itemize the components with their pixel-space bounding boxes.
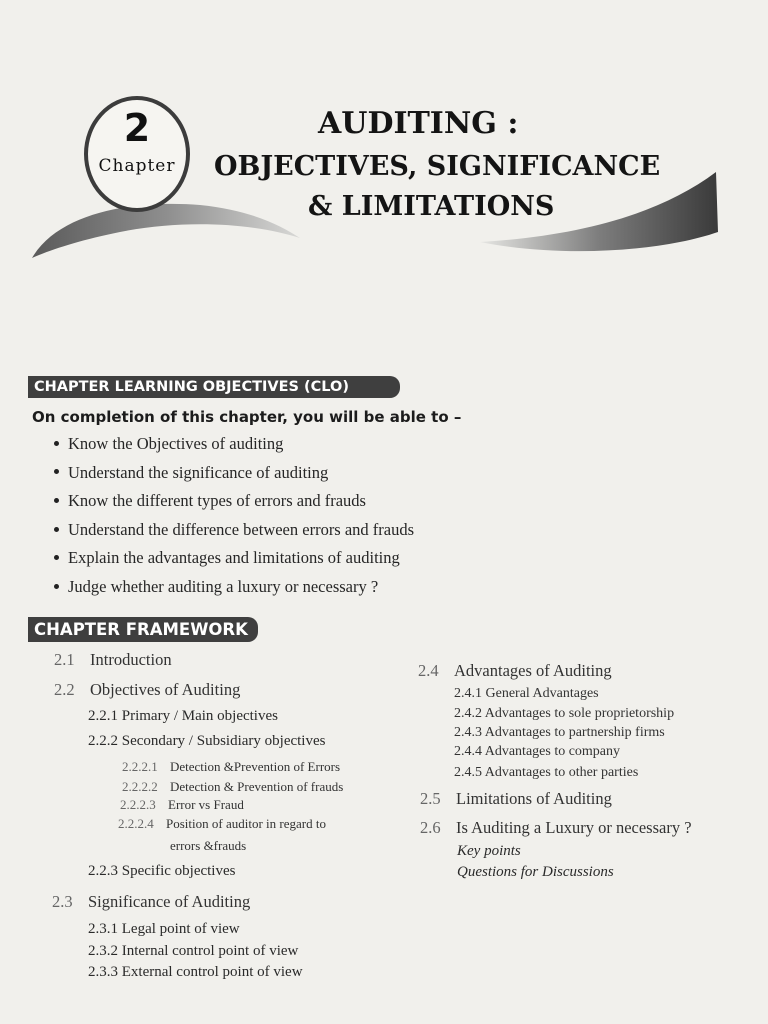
framework-item-2-4-4: 2.4.4 Advantages to company xyxy=(454,744,621,759)
list-item: Judge whether auditing a luxury or necessary ? xyxy=(54,577,414,606)
framework-heading: CHAPTER FRAMEWORK xyxy=(28,617,258,642)
framework-item-2-2-2-4-cont: errors &frauds xyxy=(170,838,247,853)
framework-item-2-3-3: 2.3.3 External control point of view xyxy=(88,964,303,980)
bullet-icon xyxy=(54,498,59,503)
framework-item-2-2: 2.2 Objectives of Auditing xyxy=(54,680,241,699)
framework-item-2-4-2: 2.4.2 Advantages to sole proprietorship xyxy=(454,706,675,721)
chapter-title-line-1: AUDITING : xyxy=(318,106,519,141)
clo-intro: On completion of this chapter, you will be able to – xyxy=(32,408,462,426)
bullet-icon xyxy=(54,584,59,589)
chapter-title-line-3: & LIMITATIONS xyxy=(308,191,555,222)
bullet-icon xyxy=(54,555,59,560)
framework-item-2-3-2: 2.3.2 Internal control point of view xyxy=(88,943,299,959)
framework-item-2-2-2: 2.2.2 Secondary / Subsidiary objectives xyxy=(88,733,326,749)
framework-item-2-5: 2.5 Limitations of Auditing xyxy=(420,789,612,808)
questions-for-discussions: Questions for Discussions xyxy=(457,864,614,880)
key-points: Key points xyxy=(457,843,521,859)
framework-item-2-2-3: 2.2.3 Specific objectives xyxy=(88,863,236,879)
framework-item-2-4-5: 2.4.5 Advantages to other parties xyxy=(454,765,639,780)
framework-item-2-6: 2.6 Is Auditing a Luxury or necessary ? xyxy=(420,818,692,837)
list-item: Understand the difference between errors and frauds xyxy=(54,520,414,549)
list-item: Explain the advantages and limitations of auditing xyxy=(54,548,414,577)
framework-item-2-2-2-3: 2.2.2.3 Error vs Fraud xyxy=(120,797,244,812)
list-item: Know the different types of errors and frauds xyxy=(54,491,414,520)
framework-item-2-2-1: 2.2.1 Primary / Main objectives xyxy=(88,708,278,724)
framework-item-2-2-2-4: 2.2.2.4 Position of auditor in regard to xyxy=(118,816,326,831)
bullet-icon xyxy=(54,469,59,474)
list-item: Understand the significance of auditing xyxy=(54,463,414,492)
framework-item-2-2-2-2: 2.2.2.2 Detection & Prevention of frauds xyxy=(122,779,344,794)
bullet-icon xyxy=(54,527,59,532)
list-item: Know the Objectives of auditing xyxy=(54,434,414,463)
framework-item-2-4-3: 2.4.3 Advantages to partnership firms xyxy=(454,725,665,740)
clo-heading: CHAPTER LEARNING OBJECTIVES (CLO) xyxy=(28,376,400,398)
framework-item-2-4-1: 2.4.1 General Advantages xyxy=(454,686,599,701)
banner-left-swoosh xyxy=(32,204,300,258)
framework-item-2-2-2-1: 2.2.2.1 Detection &Prevention of Errors xyxy=(122,759,341,774)
framework-item-2-3-1: 2.3.1 Legal point of view xyxy=(88,921,240,937)
framework-item-2-3: 2.3 Significance of Auditing xyxy=(52,892,251,911)
chapter-number: 2 xyxy=(123,106,151,150)
framework-item-2-1: 2.1 Introduction xyxy=(54,650,172,669)
chapter-title-line-2: OBJECTIVES, SIGNIFICANCE xyxy=(214,151,661,182)
framework-item-2-4: 2.4 Advantages of Auditing xyxy=(418,661,612,680)
clo-list xyxy=(54,434,414,606)
chapter-label: Chapter xyxy=(98,156,176,176)
bullet-icon xyxy=(54,441,59,446)
